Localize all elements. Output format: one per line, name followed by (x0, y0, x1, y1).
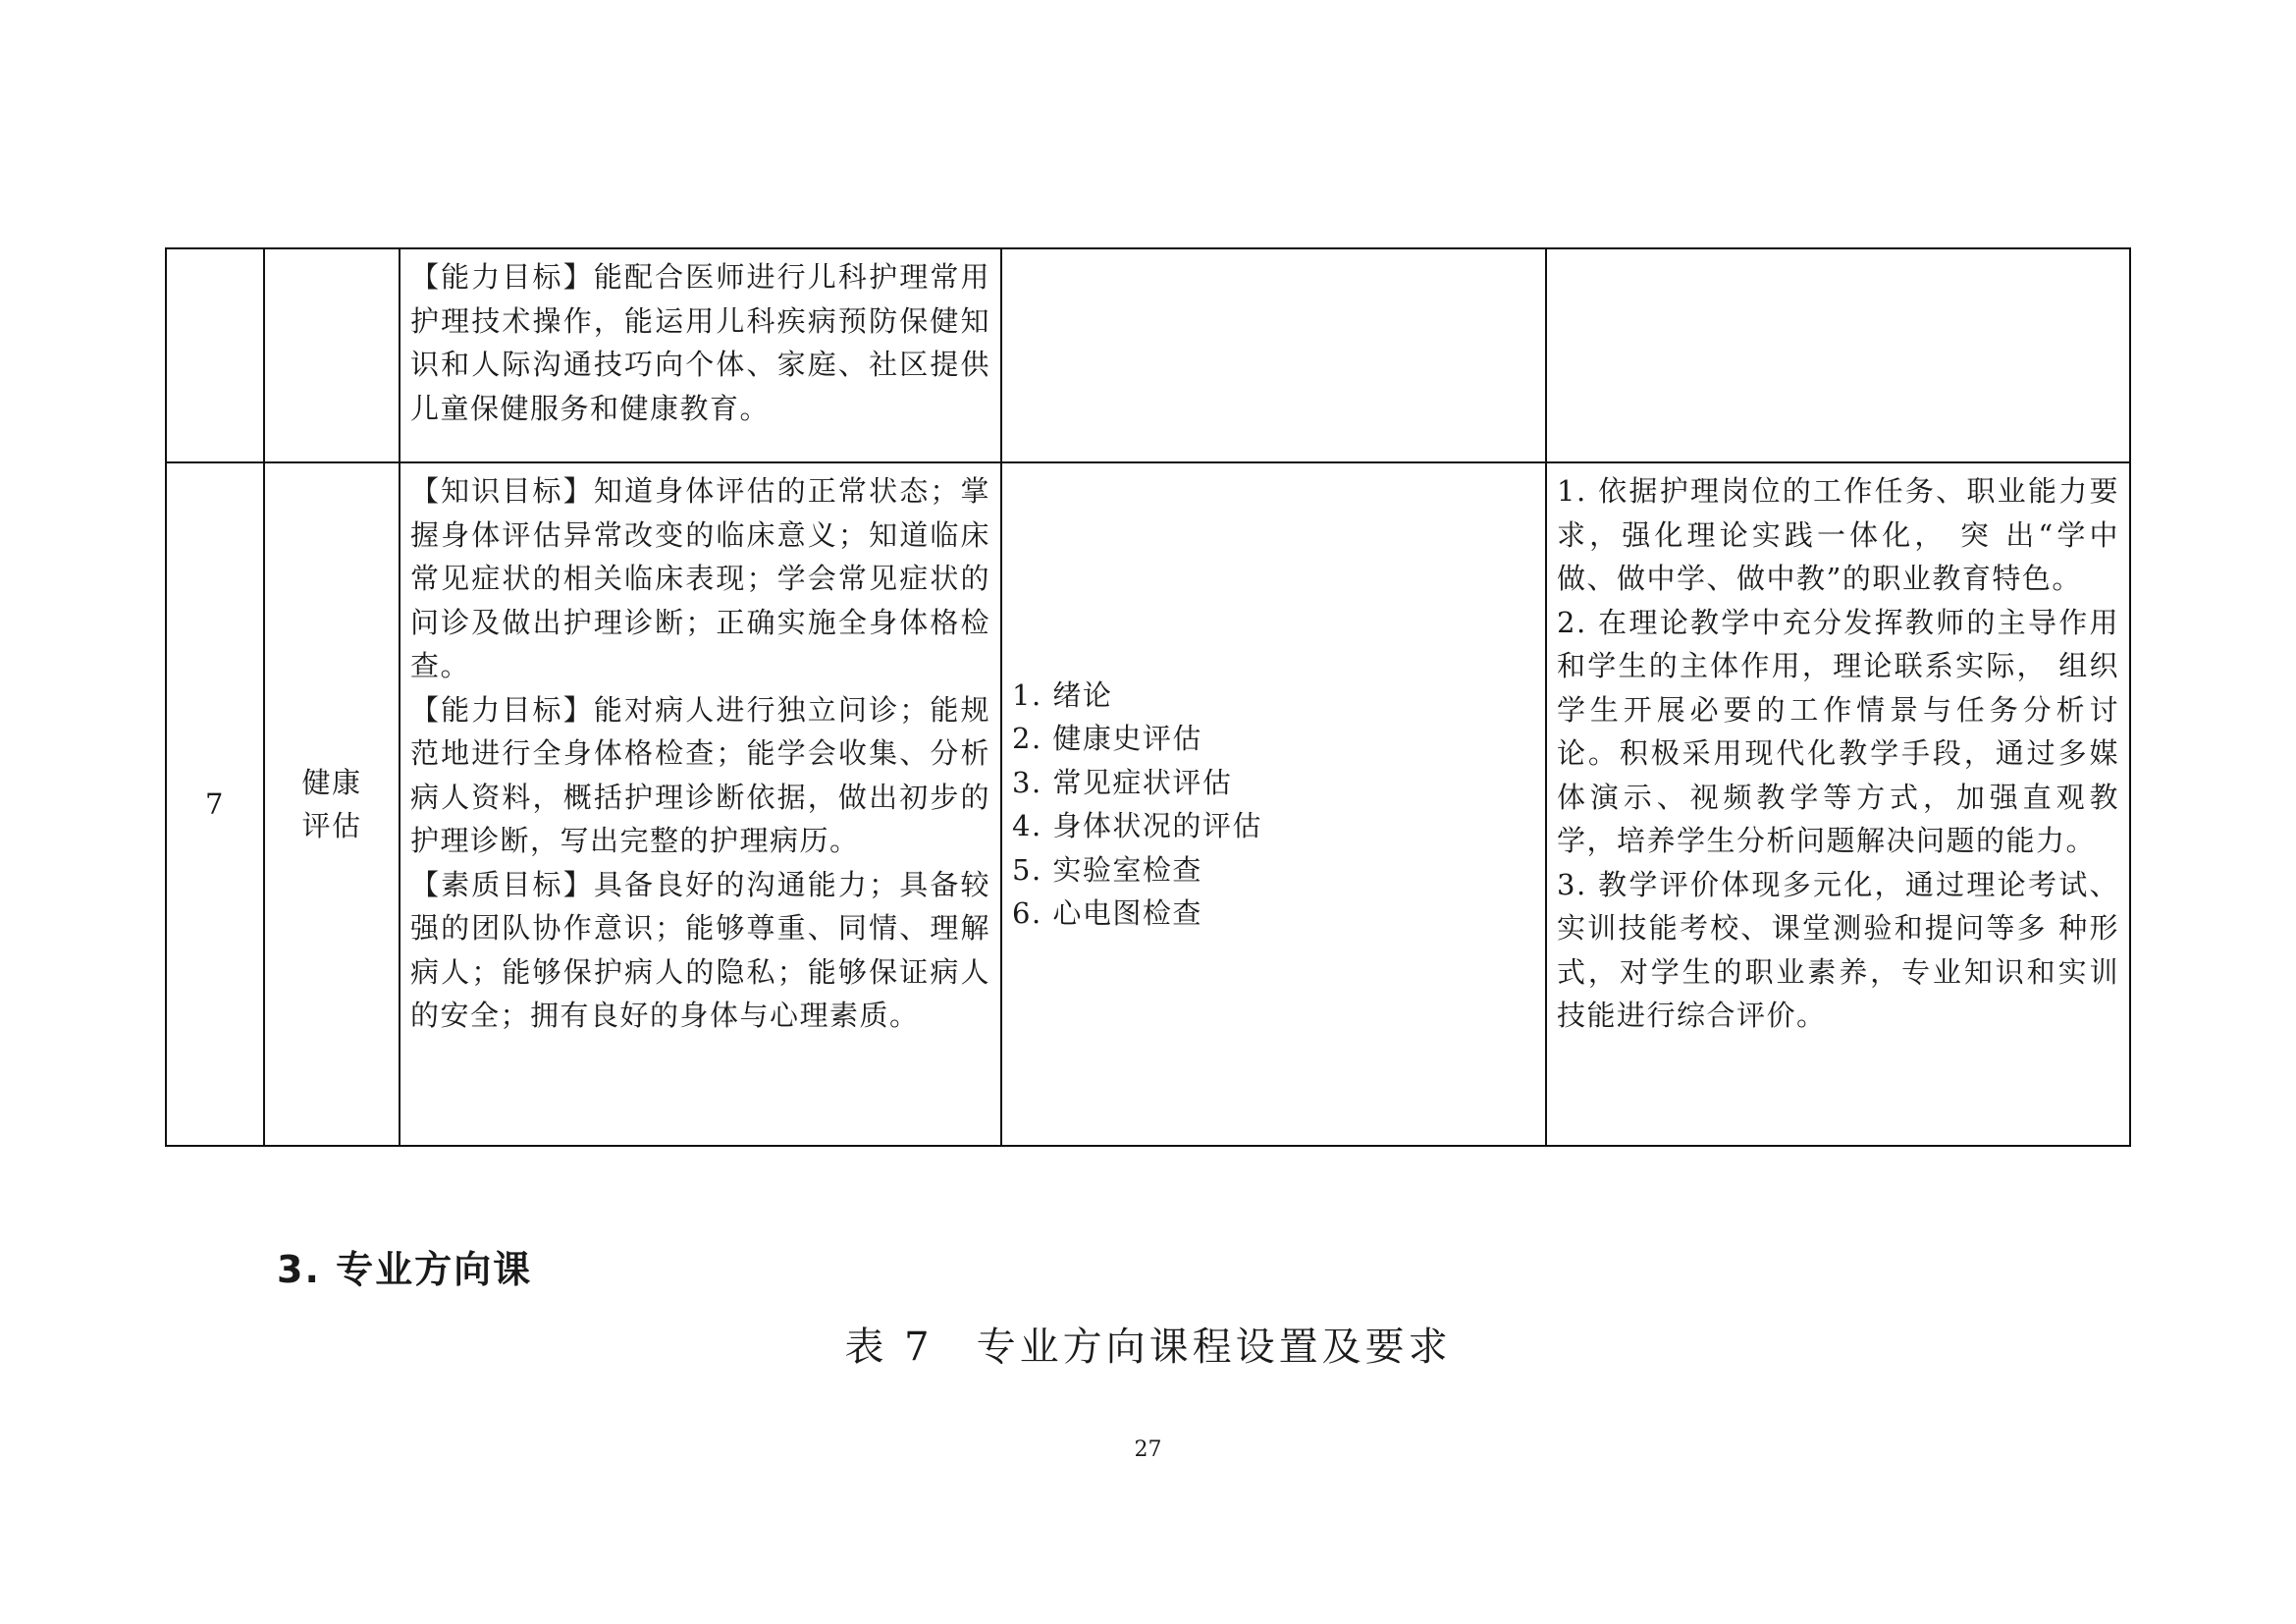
topic-item: 5. 实验室检查 (1012, 852, 1202, 887)
course-name-cell (264, 462, 400, 1146)
table-row (166, 462, 2130, 1146)
table-caption: 表 7 专业方向课程设置及要求 (844, 1325, 1452, 1370)
course-name-line: 健康 (301, 766, 362, 799)
ability-goal-text: 【能力目标】能对病人进行独立问诊；能规范地进行全身体格检查；能学会收集、分析病人资料，概括护理诊断依据，做出初步的护理诊断，写出完整的护理病历。 (410, 692, 990, 857)
row-number-cell (166, 248, 264, 462)
topic-item: 2. 健康史评估 (1012, 722, 1202, 755)
course-name-line: 评估 (301, 809, 362, 842)
goals-cell (400, 248, 1001, 462)
knowledge-goal-text: 【知识目标】知道身体评估的正常状态；掌握身体评估异常改变的临床意义；知道临床常见症状的相关临床表现；学会常见症状的问诊及做出护理诊断；正确实施全身体格检查。 (410, 474, 990, 682)
topics-cell (1001, 248, 1546, 462)
topic-item: 6. 心电图检查 (1012, 896, 1202, 930)
course-name-cell (264, 248, 400, 462)
row-number-cell: 7 (166, 462, 264, 1146)
goals-cell (400, 462, 1001, 1146)
methods-cell (1546, 248, 2130, 462)
page-number: 27 (1134, 1437, 1162, 1462)
methods-cell (1546, 462, 2130, 1146)
topic-item: 1. 绪论 (1012, 677, 1113, 712)
section-heading: 3. 专业方向课 (277, 1248, 533, 1291)
table-row (166, 248, 2130, 462)
topic-item: 3. 常见症状评估 (1012, 765, 1233, 799)
topic-item: 4. 身体状况的评估 (1012, 809, 1262, 842)
method-item: 2. 在理论教学中充分发挥教师的主导作用和学生的主体作用，理论联系实际， 组织学生开展必要的工作情景与任务分析讨论。积极采用现代化教学手段，通过多媒体演示、视频教学等方式，加强直观教学，培养学生分析问题解决问题的能力。 (1557, 605, 2119, 857)
topics-cell (1001, 462, 1546, 1146)
method-item: 1. 依据护理岗位的工作任务、职业能力要求，强化理论实践一体化， 突 出“学中做、做中学、做中教”的职业教育特色。 (1557, 474, 2119, 595)
quality-goal-text: 【素质目标】具备良好的沟通能力；具备较强的团队协作意识；能够尊重、同情、理解病人；能够保护病人的隐私；能够保证病人的安全；拥有良好的身体与心理素质。 (410, 867, 990, 1032)
method-item: 3. 教学评价体现多元化，通过理论考试、实训技能考校、课堂测验和提问等多 种形式，对学生的职业素养，专业知识和实训技能进行综合评价。 (1557, 867, 2119, 1032)
goals-text: 【能力目标】能配合医师进行儿科护理常用护理技术操作，能运用儿科疾病预防保健知识和人际沟通技巧向个体、家庭、社区提供儿童保健服务和健康教育。 (410, 260, 990, 425)
course-table (165, 247, 2131, 1147)
